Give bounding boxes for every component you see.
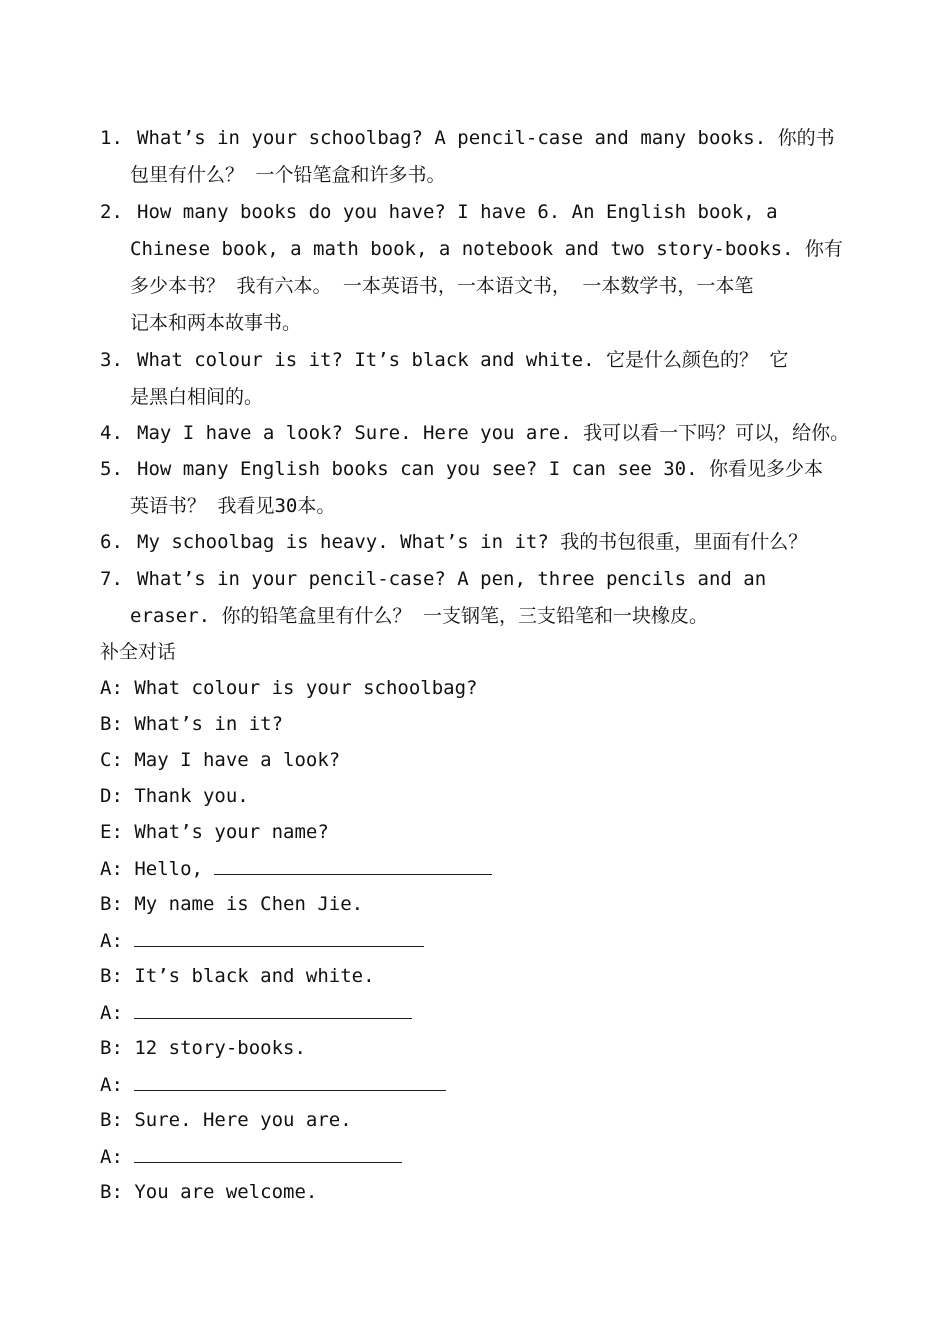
item-line: How many books do you have? I have 6. An English book, a xyxy=(137,201,778,223)
dialogue-line xyxy=(100,1180,317,1204)
item-line: 包里有什么？ 一个铅笔盒和许多书。 xyxy=(130,164,446,186)
item-number: 1. xyxy=(100,127,123,149)
item-number: 6. xyxy=(100,531,123,553)
answer-blank[interactable] xyxy=(134,1000,412,1019)
item-number: 4. xyxy=(100,422,123,444)
section-title: 补全对话 xyxy=(100,641,177,663)
item-number: 5. xyxy=(100,458,123,480)
dialogue-text: B: It’s black and white. xyxy=(100,965,375,987)
dialogue-text: A: xyxy=(100,1074,135,1096)
answer-blank[interactable] xyxy=(134,1072,446,1091)
item-line: What colour is it? It’s black and white. 它是什么颜色的？ 它 xyxy=(137,349,789,371)
option-item: B: What’s in it? xyxy=(100,713,284,735)
answer-blank[interactable] xyxy=(134,928,424,947)
dialogue-line xyxy=(100,1036,306,1060)
item-number: 3. xyxy=(100,349,123,371)
option-item: E: What’s your name? xyxy=(100,821,329,843)
item-line: How many English books can you see? I can see 30. 你看见多少本 xyxy=(137,458,823,480)
dialogue-text: B: Sure. Here you are. xyxy=(100,1109,352,1131)
item-line: May I have a look? Sure. Here you are. 我可以看一下吗？可以，给你。 xyxy=(137,422,850,444)
item-number: 7. xyxy=(100,568,123,590)
dialogue-line xyxy=(100,892,363,916)
item-line: 记本和两本故事书。 xyxy=(130,312,302,334)
dialogue-line xyxy=(100,1144,402,1169)
option-item: C: May I have a look? xyxy=(100,749,341,771)
item-line: My schoolbag is heavy. What’s in it? 我的书包很重，里面有什么？ xyxy=(137,531,808,553)
option-item: A: What colour is your schoolbag? xyxy=(100,677,478,699)
answer-blank[interactable] xyxy=(214,856,492,875)
item-number: 2. xyxy=(100,201,123,223)
item-line: What’s in your pencil-case? A pen, three pencils and an xyxy=(137,568,767,590)
dialogue-line xyxy=(100,856,492,881)
option-item: D: Thank you. xyxy=(100,785,249,807)
item-line: eraser. 你的铅笔盒里有什么？ 一支钢笔，三支铅笔和一块橡皮。 xyxy=(130,605,708,627)
dialogue-text: A: xyxy=(100,930,135,952)
dialogue-line xyxy=(100,1072,446,1097)
dialogue-line xyxy=(100,1000,412,1025)
dialogue-text: B: My name is Chen Jie. xyxy=(100,893,364,915)
item-line: 英语书？ 我看见30本。 xyxy=(130,495,336,517)
dialogue-line xyxy=(100,1108,352,1132)
dialogue-text: A: xyxy=(100,1002,135,1024)
dialogue-line xyxy=(100,928,424,953)
answer-blank[interactable] xyxy=(134,1144,402,1163)
dialogue-text: B: You are welcome. xyxy=(100,1181,318,1203)
dialogue-text: B: 12 story-books. xyxy=(100,1037,306,1059)
dialogue-text: A: Hello, xyxy=(100,858,215,880)
dialogue-text: A: xyxy=(100,1146,135,1168)
dialogue-line xyxy=(100,964,375,988)
item-line: What’s in your schoolbag? A pencil-case and many books. 你的书 xyxy=(137,127,835,149)
item-line: 多少本书？ 我有六本。 一本英语书，一本语文书， 一本数学书，一本笔 xyxy=(130,275,754,297)
item-line: Chinese book, a math book, a notebook and two story-books. 你有 xyxy=(130,238,843,260)
item-line: 是黑白相间的。 xyxy=(130,386,264,408)
